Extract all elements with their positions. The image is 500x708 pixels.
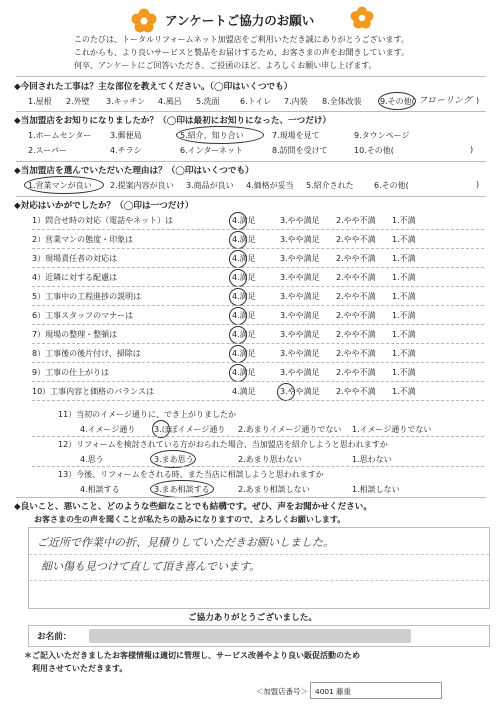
page-title: アンケートご協力のお願い xyxy=(165,13,315,28)
q2-option[interactable]: 3.郵便局 xyxy=(110,131,142,140)
answer-circle xyxy=(378,92,416,110)
q13-option[interactable]: 2.あまり相談しない xyxy=(238,485,310,494)
answer-circle xyxy=(229,250,247,268)
q2-option[interactable]: 6.インターネット xyxy=(180,146,243,155)
rating-option[interactable]: 2.やや不満 xyxy=(336,273,376,282)
rating-option[interactable]: 3.やや満足 xyxy=(280,330,320,339)
q1-title: ◆今回された工事は？主な部位を教えてください。（◯印はいくつでも） xyxy=(14,82,293,92)
rating-option[interactable]: 4.満足 xyxy=(232,235,256,244)
q1-option[interactable]: 3.キッチン xyxy=(106,97,146,106)
q2-option[interactable]: 7.現場を見て xyxy=(272,131,320,140)
answer-circle xyxy=(229,288,247,306)
row-divider xyxy=(32,286,484,287)
rating-option[interactable]: 1.不満 xyxy=(392,368,416,377)
q2-close-paren: ) xyxy=(470,145,474,154)
handwritten-comment: ご近所で作業中の折、見積りしていただきお願いしました。 xyxy=(37,536,334,549)
privacy-note: ＊ご記入いただきましたお客様情報は適切に管理し、サービス改善やより良い販促活動のため xyxy=(24,651,360,660)
q3-close-paren: ) xyxy=(476,180,480,189)
rating-option[interactable]: 3.やや満足 xyxy=(280,349,320,358)
store-number-box xyxy=(310,682,442,699)
q12-option[interactable]: 1.思わない xyxy=(352,455,392,464)
row-divider xyxy=(32,381,484,382)
rating-option[interactable]: 1.不満 xyxy=(392,349,416,358)
intro-line: 何卒、アンケートにご回答いただき、ご投函のほど、よろしくお願い申し上げます。 xyxy=(74,61,377,70)
rating-option[interactable]: 4.満足 xyxy=(232,292,256,301)
intro-line: このたびは、トータルリフォームネット加盟店をご利用いただき誠にありがとうございます。 xyxy=(74,35,409,44)
q11-option[interactable]: 3.ほぼイメージ通り xyxy=(154,425,226,434)
q1-handwritten-answer: フローリング xyxy=(418,96,472,106)
q1-option[interactable]: 4.風呂 xyxy=(158,97,182,106)
q1-option[interactable]: 9.その他( xyxy=(380,97,415,106)
comments-title: ◆良いこと、悪いこと、どのような些細なことでも結構です。ぜひ、声をお聞かせください。 xyxy=(14,502,372,512)
answer-circle xyxy=(150,480,214,498)
q12-title: 12）リフォームを検討されている方がおられた場合、当加盟店を紹介しようと思われますか xyxy=(58,440,388,449)
rating-item-label: 3）現場責任者の対応は xyxy=(32,254,118,263)
q2-option[interactable]: 5.紹介、知り合い xyxy=(180,131,244,140)
q11-option[interactable]: 4.イメージ通り xyxy=(80,425,136,434)
q1-option[interactable]: 2.外壁 xyxy=(66,97,90,106)
row-divider xyxy=(32,362,484,363)
q2-option[interactable]: 2.スーパー xyxy=(28,146,67,155)
answer-circle xyxy=(277,383,295,401)
answer-circle xyxy=(229,364,247,382)
answer-circle xyxy=(24,176,104,194)
divider xyxy=(16,196,486,197)
row-divider xyxy=(32,400,484,401)
q12-option[interactable]: 4.思う xyxy=(80,455,104,464)
divider xyxy=(16,111,486,112)
redacted-name xyxy=(89,629,411,643)
row-divider xyxy=(32,324,484,325)
rating-item-label: 5）工事中の工程進捗の説明は xyxy=(32,292,142,301)
rating-option[interactable]: 3.やや満足 xyxy=(280,254,320,263)
row-divider xyxy=(32,305,484,306)
rating-option[interactable]: 2.やや不満 xyxy=(336,349,376,358)
q11-option[interactable]: 1.イメージ通りでない xyxy=(352,425,432,434)
comments-box[interactable] xyxy=(28,527,490,609)
flower-icon xyxy=(131,8,157,34)
divider xyxy=(16,161,486,162)
rating-option[interactable]: 3.やや満足 xyxy=(280,368,320,377)
row-divider xyxy=(32,267,484,268)
comments-subtitle: お客さまの生の声を聞くことが私たちの励みになりますので、よろしくお願いします。 xyxy=(34,515,346,524)
answer-circle xyxy=(229,307,247,325)
row-divider xyxy=(32,436,484,437)
q2-option[interactable]: 1.ホームセンター xyxy=(28,131,92,140)
q13-option[interactable]: 1.相談しない xyxy=(352,485,400,494)
rating-option[interactable]: 1.不満 xyxy=(392,311,416,320)
q3-option[interactable]: 3.商品が良い xyxy=(186,181,234,190)
answer-circle xyxy=(176,126,264,144)
q3-option[interactable]: 6.その他( xyxy=(374,181,409,190)
name-field[interactable] xyxy=(28,625,490,647)
row-divider xyxy=(32,248,484,249)
answer-circle xyxy=(229,345,247,363)
rating-option[interactable]: 2.やや不満 xyxy=(336,311,376,320)
rating-item-label: 10）工事内容と価格のバランスは xyxy=(32,387,154,396)
q1-option[interactable]: 7.内装 xyxy=(284,97,308,106)
divider xyxy=(16,497,486,498)
rating-option[interactable]: 2.やや不満 xyxy=(336,235,376,244)
rating-option[interactable]: 1.不満 xyxy=(392,330,416,339)
q2-title: ◆当加盟店をお知りになりましたか？（◯印は最初にお知りになった、一つだけ） xyxy=(14,116,332,126)
q4-title: ◆対応はいかがでしたか？（◯印は一つだけ） xyxy=(14,201,194,211)
answer-circle xyxy=(229,231,247,249)
rating-option[interactable]: 2.やや不満 xyxy=(336,254,376,263)
row-divider xyxy=(32,343,484,344)
rating-option[interactable]: 3.やや満足 xyxy=(280,311,320,320)
q12-option[interactable]: 3.まあ思う xyxy=(154,455,194,464)
rating-option[interactable]: 1.不満 xyxy=(392,387,416,396)
rating-item-label: 1）問合せ時の対応（電話やネット）は xyxy=(32,216,174,225)
store-number: 4001 藤重 xyxy=(315,687,351,696)
divider xyxy=(16,76,486,77)
q1-option[interactable]: 1.屋根 xyxy=(28,97,52,106)
rating-option[interactable]: 2.やや不満 xyxy=(336,292,376,301)
rating-item-label: 2）営業マンの態度・印象は xyxy=(32,235,134,244)
rating-option[interactable]: 4.満足 xyxy=(232,387,256,396)
store-label: ＜加盟店番号＞ xyxy=(256,687,308,696)
rating-option[interactable]: 2.やや不満 xyxy=(336,368,376,377)
rating-option[interactable]: 4.満足 xyxy=(232,349,256,358)
rating-option[interactable]: 1.不満 xyxy=(392,273,416,282)
q3-option[interactable]: 2.提案内容が良い xyxy=(110,181,174,190)
rating-option[interactable]: 3.やや満足 xyxy=(280,235,320,244)
name-label: お名前： xyxy=(37,632,72,642)
rating-option[interactable]: 4.満足 xyxy=(232,330,256,339)
q13-option[interactable]: 3.まあ相談する xyxy=(154,485,210,494)
rating-option[interactable]: 2.やや不満 xyxy=(336,216,376,225)
rating-item-label: 7）現場の整理・整頓は xyxy=(32,330,118,339)
q1-option[interactable]: 6.トイレ xyxy=(240,97,272,106)
rating-option[interactable]: 3.やや満足 xyxy=(280,387,320,396)
q2-option[interactable]: 4.チラシ xyxy=(110,146,142,155)
flower-icon xyxy=(350,6,374,30)
rating-option[interactable]: 4.満足 xyxy=(232,311,256,320)
rating-option[interactable]: 3.やや満足 xyxy=(280,273,320,282)
q2-option[interactable]: 9.タウンページ xyxy=(354,131,410,140)
q2-option[interactable]: 8.訪問を受けて xyxy=(272,146,328,155)
intro-line: これからも、より良いサービスと製品をお届けするため、お客さまの声をお聞きしています。 xyxy=(74,48,410,57)
privacy-note: 利用させていただきます。 xyxy=(24,664,128,673)
rating-option[interactable]: 1.不満 xyxy=(392,292,416,301)
rating-option[interactable]: 1.不満 xyxy=(392,235,416,244)
rating-item-label: 4）近隣に対する配慮は xyxy=(32,273,118,282)
rating-option[interactable]: 4.満足 xyxy=(232,368,256,377)
q3-option[interactable]: 1.営業マンが良い xyxy=(28,181,92,190)
answer-circle xyxy=(229,326,247,344)
answer-circle xyxy=(229,212,247,230)
rating-item-label: 8）工事後の後片付け、掃除は xyxy=(32,349,141,358)
rating-option[interactable]: 4.満足 xyxy=(232,216,256,225)
rating-option[interactable]: 1.不満 xyxy=(392,254,416,263)
q1-option[interactable]: 8.全体改装 xyxy=(322,97,362,106)
q1-close-paren: ) xyxy=(476,96,480,105)
rating-item-label: 9）工事の仕上がりは xyxy=(32,368,110,377)
q3-title: ◆当加盟店を選んでいただいた理由は？（◯印はいくつでも） xyxy=(14,166,254,176)
row-divider xyxy=(32,466,484,467)
rating-option[interactable]: 3.やや満足 xyxy=(280,216,320,225)
q13-title: 13）今後、リフォームをされる時、また当店に相談しようと思われますか xyxy=(58,470,324,479)
rating-option[interactable]: 3.やや満足 xyxy=(280,292,320,301)
q13-option[interactable]: 4.相談する xyxy=(80,485,120,494)
q2-option[interactable]: 10.その他( xyxy=(354,146,394,155)
q1-option[interactable]: 5.洗面 xyxy=(196,97,220,106)
row-divider xyxy=(32,229,484,230)
handwritten-comment: 細い傷も見つけて直して頂き喜んでいます。 xyxy=(41,560,261,573)
q12-option[interactable]: 2.あまり思わない xyxy=(238,455,302,464)
rating-option[interactable]: 4.満足 xyxy=(232,254,256,263)
q11-title: 11）当初のイメージ通りに、でき上がりましたか xyxy=(58,410,236,419)
rating-option[interactable]: 2.やや不満 xyxy=(336,387,376,396)
rating-option[interactable]: 2.やや不満 xyxy=(336,330,376,339)
rating-option[interactable]: 4.満足 xyxy=(232,273,256,282)
answer-circle xyxy=(229,269,247,287)
thanks-text: ご協力ありがとうございました。 xyxy=(188,613,317,623)
rating-item-label: 6）工事スタッフのマナーは xyxy=(32,311,134,320)
rating-option[interactable]: 1.不満 xyxy=(392,216,416,225)
q3-option[interactable]: 5.紹介された xyxy=(306,181,354,190)
q3-option[interactable]: 4.価格が妥当 xyxy=(246,181,294,190)
q11-option[interactable]: 2.あまりイメージ通りでない xyxy=(238,425,342,434)
